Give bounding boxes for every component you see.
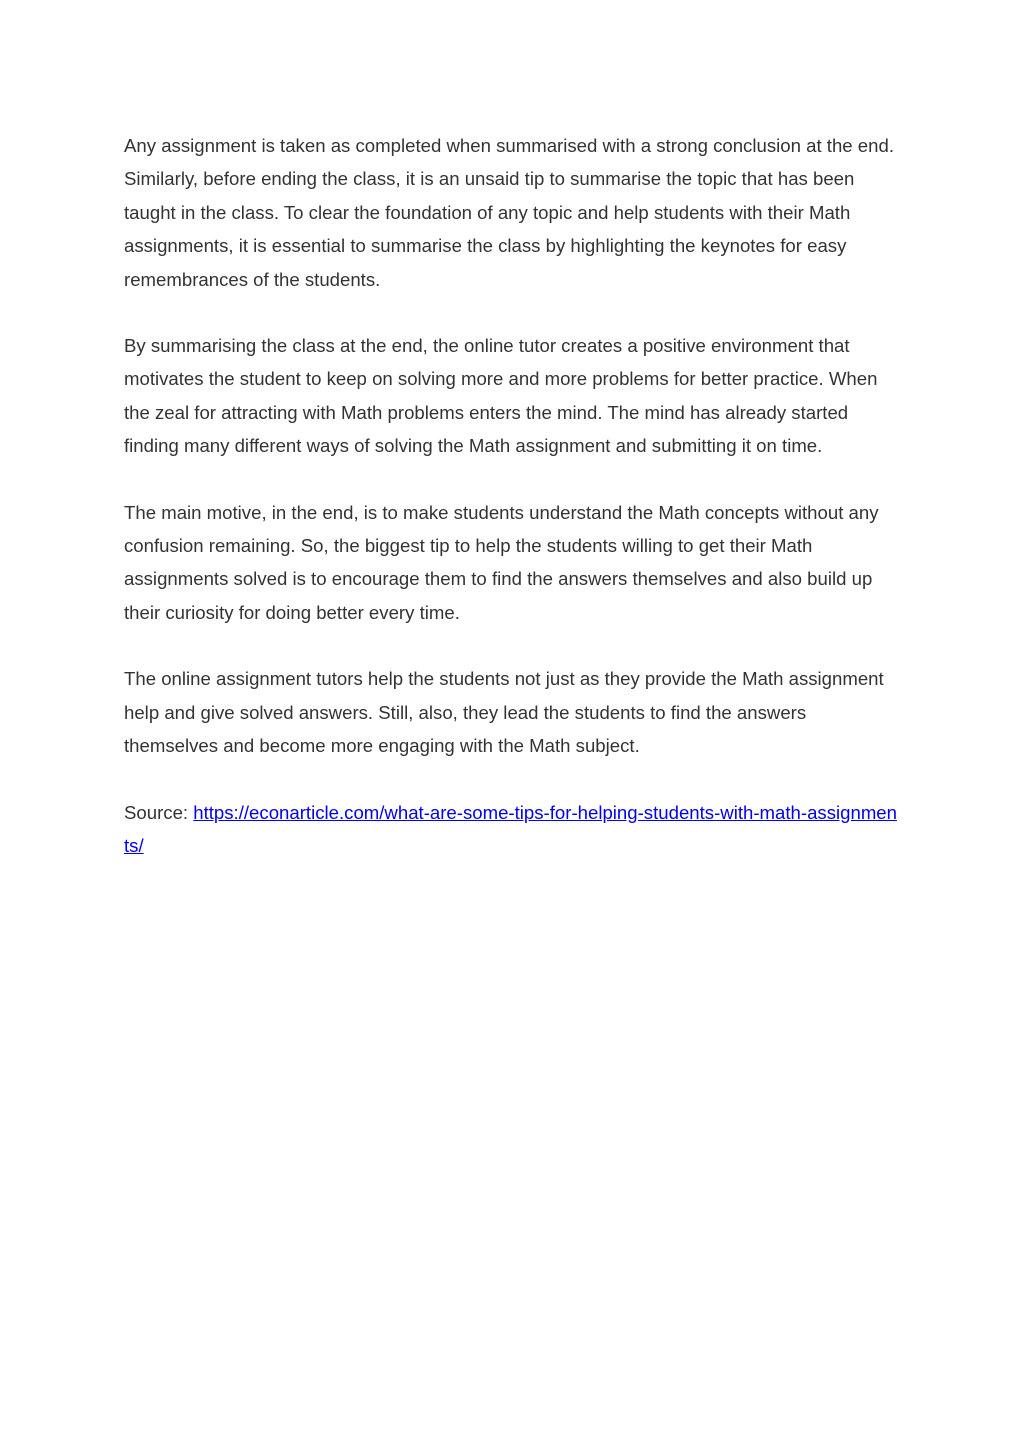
paragraph-summarising: By summarising the class at the end, the online tutor creates a positive environment that motivates the student to keep on solving more and more problems for better practice. When the zeal for attracting with Math problems enters the mind. The mind has already started finding many different ways of solving the Math assignment and submitting it on time. bbox=[124, 335, 878, 457]
document-body bbox=[124, 129, 902, 862]
paragraph-online-tutors: The online assignment tutors help the students not just as they provide the Math assignment help and give solved answers. Still, also, they lead the students to find the answers themselves and become more engaging with the Math subject. bbox=[124, 668, 884, 757]
paragraph-conclusion: Any assignment is taken as completed when summarised with a strong conclusion at the end. Similarly, before ending the class, it is an unsaid tip to summarise the topic that has been taught in the class. To clear the foundation of any topic and help students with their Math assignments, it is essential to summarise the class by highlighting the keynotes for easy remembrances of the students. bbox=[124, 135, 894, 290]
source-line bbox=[124, 796, 902, 863]
paragraph-main-motive: The main motive, in the end, is to make students understand the Math concepts without any confusion remaining. So, the biggest tip to help the students willing to get their Math assignments solved is to encourage them to find the answers themselves and also build up their curiosity for doing better every time. bbox=[124, 501, 879, 623]
source-link[interactable]: https://econarticle.com/what-are-some-tips-for-helping-students-with-math-assignments/ bbox=[124, 801, 897, 856]
source-label: Source: bbox=[124, 801, 194, 823]
